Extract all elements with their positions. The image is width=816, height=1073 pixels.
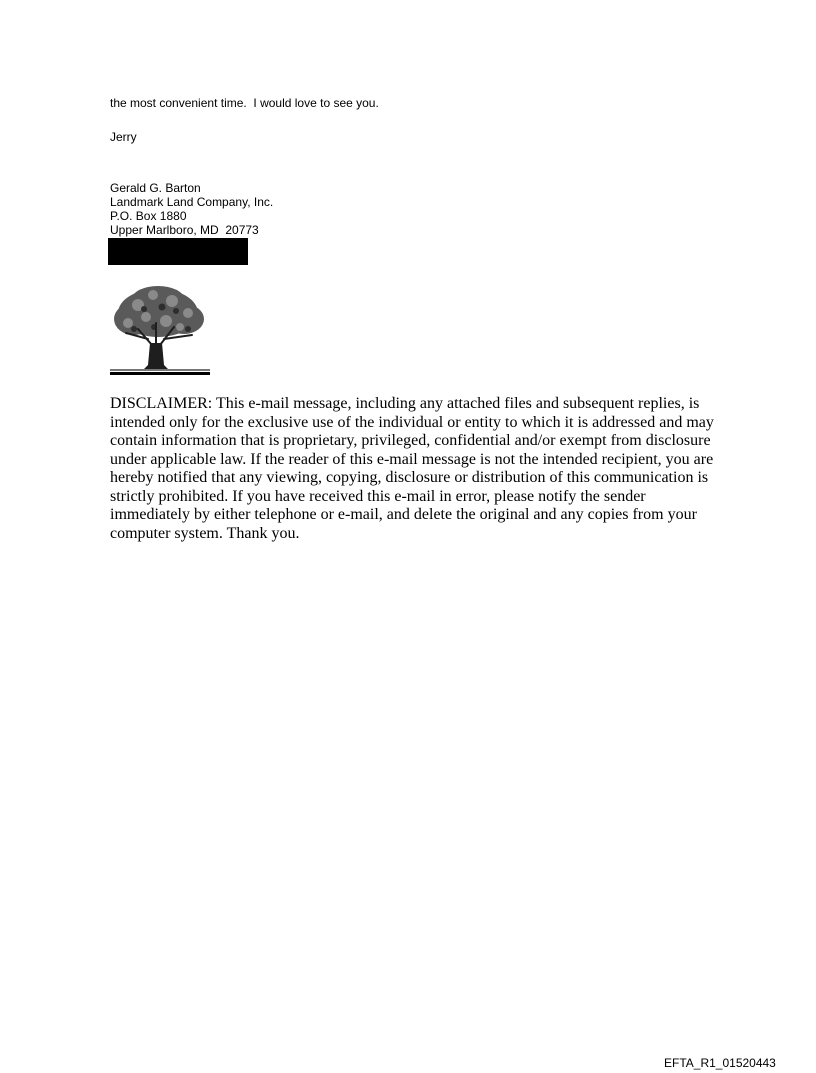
disclaimer-text: DISCLAIMER: This e-mail message, including any attached files and subsequent replies, is intended only for the exclusive use of the individual or entity to which it is addressed and may contain information that is proprietary, privileged, confidential and/or exempt from disclosure under applicable law. If the reader of this e-mail message is not the intended recipient, you are hereby notified that any viewing, copying, disclosure or distribution of this communication is strictly prohibited. If you have received this e-mail in error, please notify the sender immediately by either telephone or e-mail, and delete the original and any copies from your computer system. Thank you. bbox=[110, 395, 714, 542]
email-sign-off: Jerry bbox=[110, 130, 137, 144]
redaction-box bbox=[108, 238, 248, 265]
signature-po-box: P.O. Box 1880 bbox=[110, 209, 187, 223]
document-id: EFTA_R1_01520443 bbox=[664, 1056, 776, 1070]
signature-city-state-zip: Upper Marlboro, MD 20773 bbox=[110, 223, 259, 237]
signature-block bbox=[110, 181, 273, 237]
tree-icon bbox=[108, 283, 212, 377]
signature-company: Landmark Land Company, Inc. bbox=[110, 195, 274, 209]
signature-name: Gerald G. Barton bbox=[110, 181, 201, 195]
email-closing-line: the most convenient time. I would love to see you. bbox=[110, 96, 379, 110]
